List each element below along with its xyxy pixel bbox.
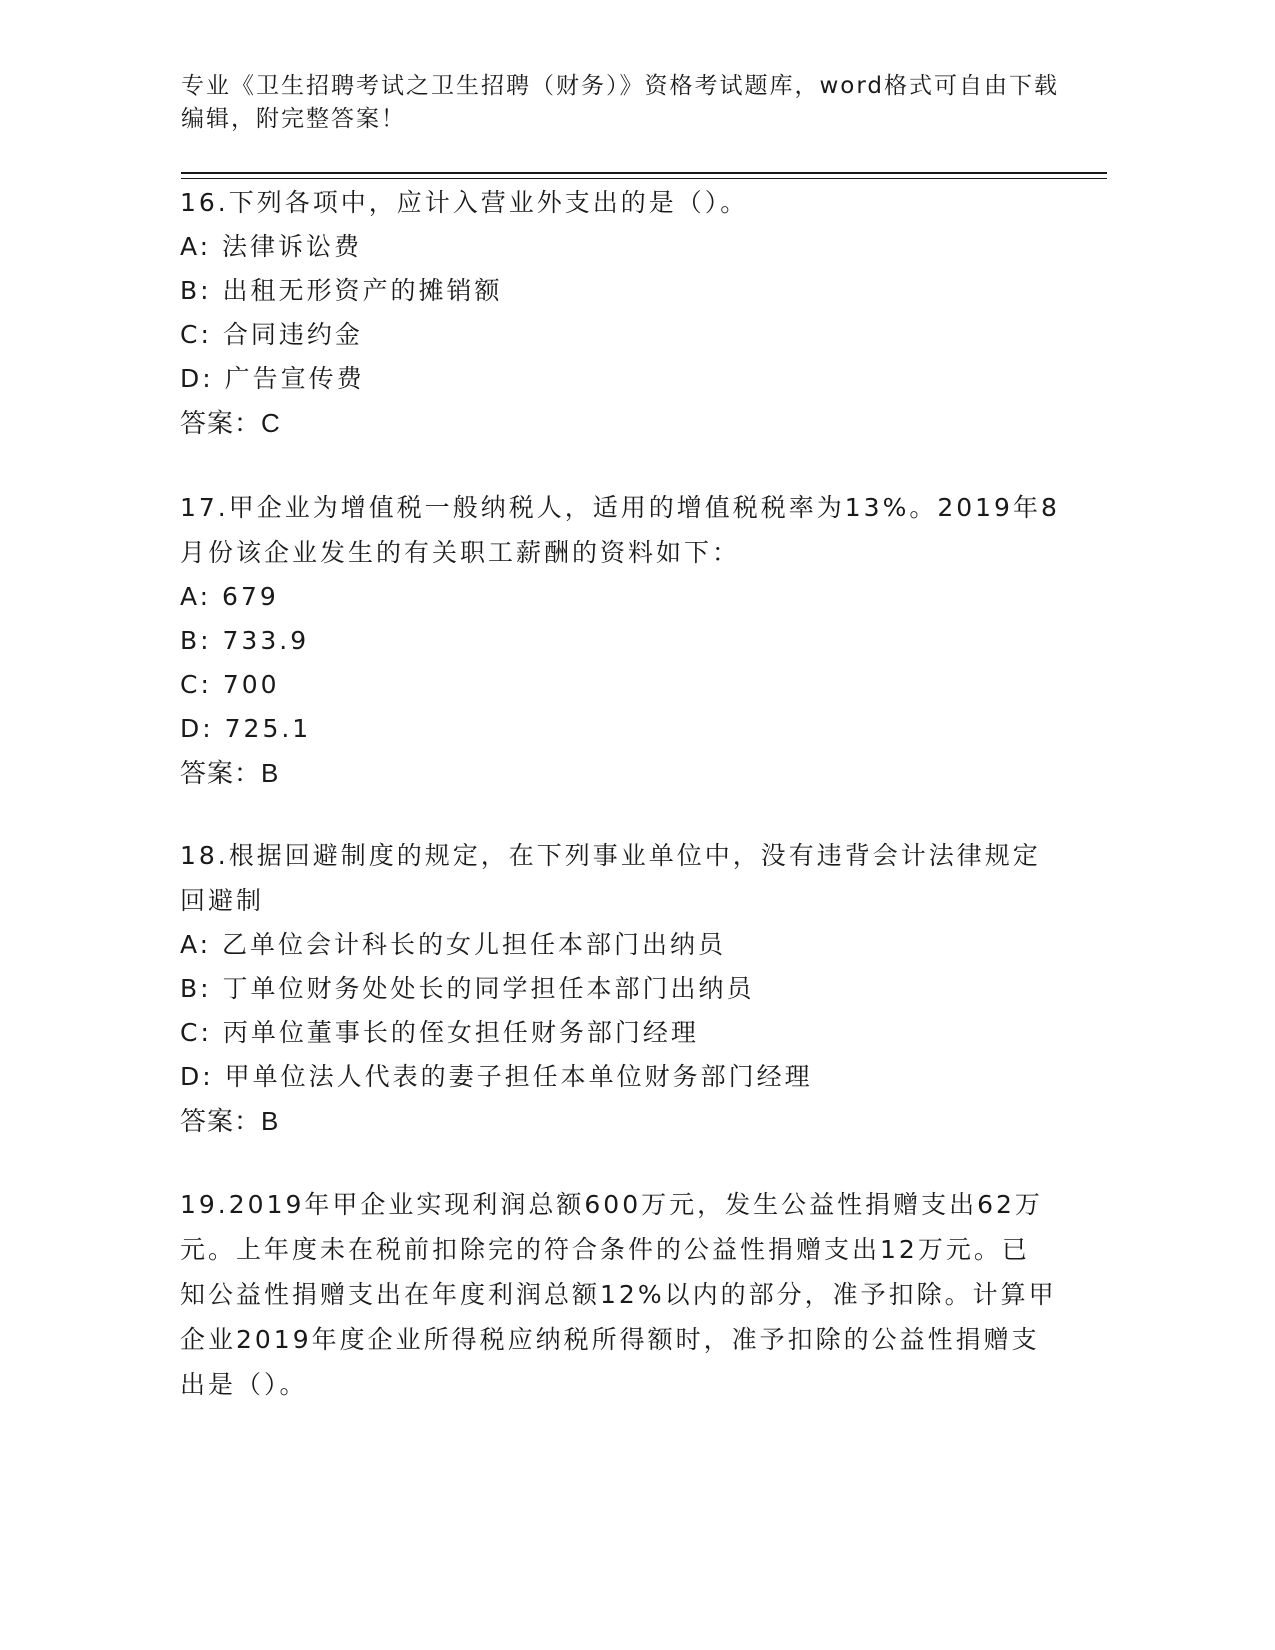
- answer-line: 答案：B: [180, 758, 280, 788]
- option-text: 丁单位财务处处长的同学担任本部门出纳员: [222, 974, 755, 1003]
- option-key: C:: [180, 670, 212, 699]
- option-text: 法律诉讼费: [222, 232, 363, 261]
- header-divider-thin: [181, 178, 1107, 179]
- option-c: [180, 663, 1040, 707]
- option-a: [180, 225, 1040, 269]
- question-line: 19.2019年甲企业实现利润总额600万元，发生公益性捐赠支出62万: [180, 1190, 1043, 1219]
- option-text: 679: [222, 582, 279, 611]
- question-17: [180, 485, 1060, 795]
- option-text: 725.1: [224, 714, 312, 743]
- option-b: [180, 967, 1040, 1011]
- option-key: A:: [180, 930, 212, 959]
- option-key: C:: [180, 1018, 212, 1047]
- header-line-1: 专业《卫生招聘考试之卫生招聘（财务）》资格考试题库，word格式可自由下载: [181, 73, 1060, 99]
- option-text: 丙单位董事长的侄女担任财务部门经理: [222, 1018, 699, 1047]
- option-key: D:: [180, 1062, 214, 1091]
- document-header: [181, 70, 1060, 136]
- question-19: [180, 1182, 1057, 1407]
- option-d: [180, 707, 1040, 751]
- option-key: A:: [180, 582, 212, 611]
- option-key: D:: [180, 364, 214, 393]
- question-line: 18.根据回避制度的规定，在下列事业单位中，没有违背会计法律规定: [180, 841, 1041, 870]
- option-text: 出租无形资产的摊销额: [222, 276, 503, 305]
- option-b: [180, 269, 1040, 313]
- option-d: [180, 357, 1040, 401]
- option-c: [180, 313, 1040, 357]
- option-text: 733.9: [222, 626, 310, 655]
- question-text: [180, 833, 1040, 923]
- question-text: [180, 485, 1060, 575]
- question-line: 知公益性捐赠支出在年度利润总额12%以内的部分，准予扣除。计算甲: [180, 1280, 1057, 1309]
- answer-line: 答案：C: [180, 408, 281, 438]
- question-line: 企业2019年度企业所得税应纳税所得额时，准予扣除的公益性捐赠支: [180, 1325, 1040, 1354]
- header-line-2: 编辑，附完整答案！: [181, 106, 406, 132]
- option-text: 合同违约金: [222, 320, 363, 349]
- question-line: 16.下列各项中，应计入营业外支出的是（）。: [180, 188, 749, 217]
- question-text: [180, 180, 1040, 225]
- option-key: A:: [180, 232, 212, 261]
- question-line: 回避制: [180, 886, 265, 915]
- option-key: B:: [180, 626, 212, 655]
- option-text: 甲单位法人代表的妻子担任本单位财务部门经理: [224, 1062, 813, 1091]
- option-key: D:: [180, 714, 214, 743]
- answer-line: 答案：B: [180, 1106, 280, 1136]
- option-key: B:: [180, 276, 212, 305]
- option-a: [180, 575, 1040, 619]
- option-key: B:: [180, 974, 212, 1003]
- question-16: [180, 180, 1040, 445]
- option-text: 700: [222, 670, 280, 699]
- option-text: 广告宣传费: [224, 364, 365, 393]
- option-text: 乙单位会计科长的女儿担任本部门出纳员: [222, 930, 727, 959]
- question-line: 出是（）。: [180, 1370, 308, 1399]
- header-divider-thick: [181, 172, 1107, 174]
- option-b: [180, 619, 1040, 663]
- question-line: 元。上年度未在税前扣除完的符合条件的公益性捐赠支出12万元。已: [180, 1235, 1030, 1264]
- question-18: [180, 833, 1040, 1143]
- question-text: [180, 1182, 1057, 1407]
- option-a: [180, 923, 1040, 967]
- option-d: [180, 1055, 1040, 1099]
- question-line: 17.甲企业为增值税一般纳税人，适用的增值税税率为13%。2019年8: [180, 493, 1060, 522]
- question-line: 月份该企业发生的有关职工薪酬的资料如下：: [180, 538, 741, 567]
- option-key: C:: [180, 320, 212, 349]
- option-c: [180, 1011, 1040, 1055]
